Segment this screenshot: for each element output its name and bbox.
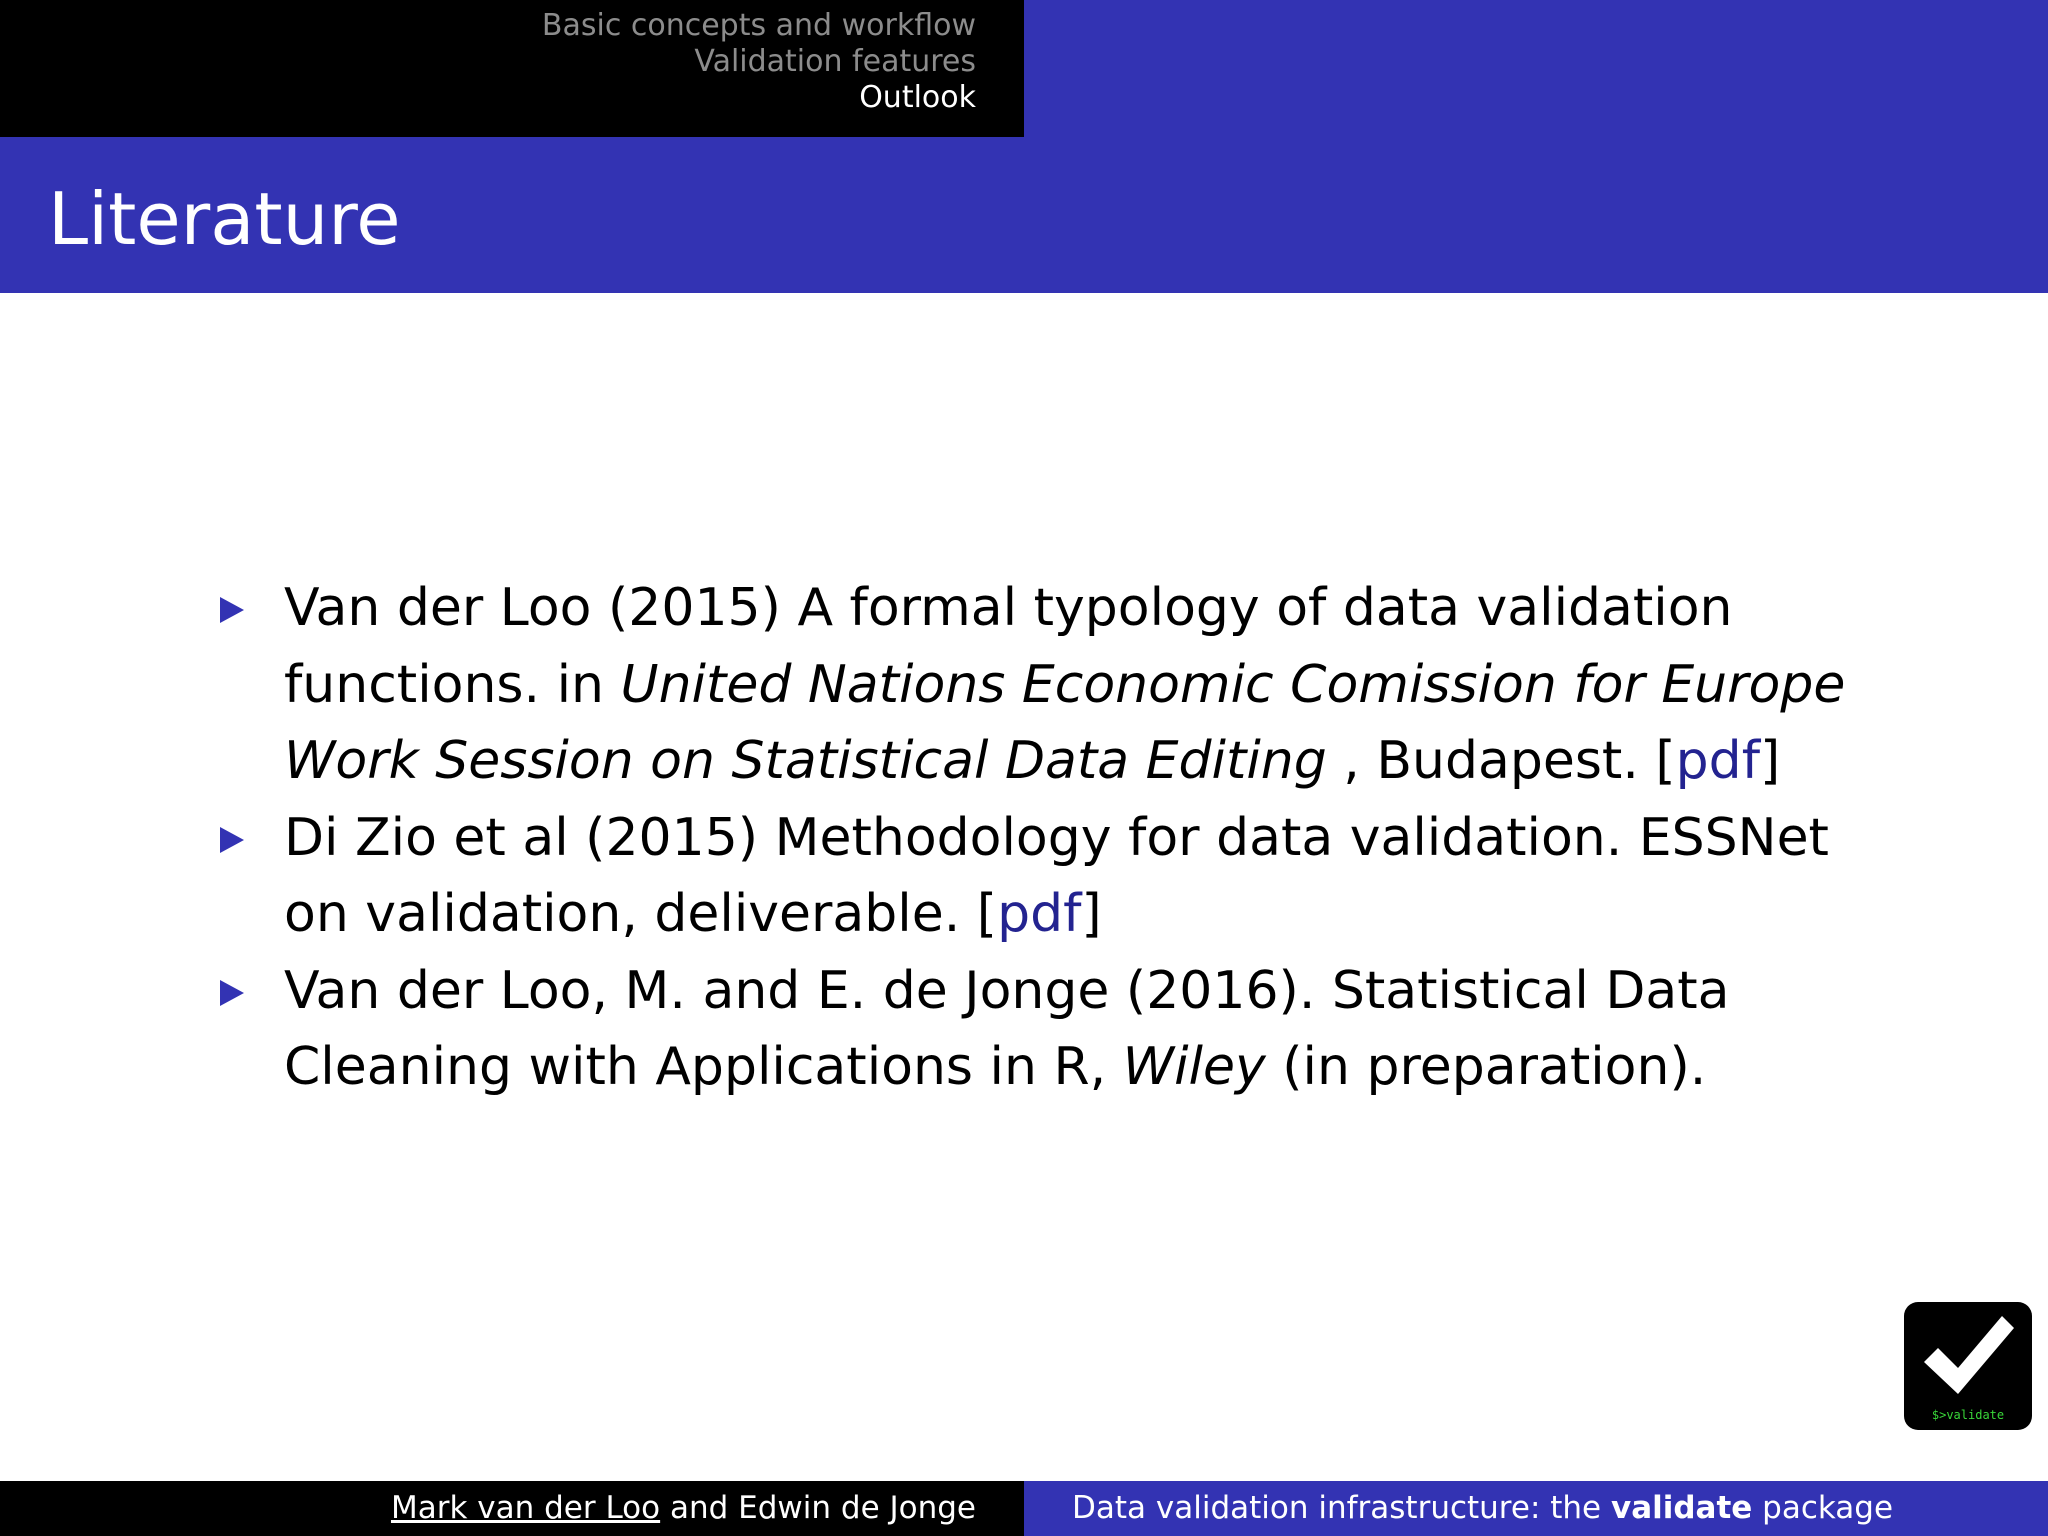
frame-title-bar [0, 137, 2048, 293]
checkmark-icon [1918, 1310, 2018, 1402]
reference-item: Di Zio et al (2015) Methodology for data validation. ESSNet on validation, deliverable. [pdf] [220, 800, 1880, 953]
frame-title: Literature [48, 177, 401, 261]
bullet-triangle-icon [220, 980, 244, 1006]
logo-caption: $>validate [1931, 1408, 2005, 1422]
pdf-link[interactable]: pdf [1675, 731, 1760, 791]
reference-list [220, 570, 1880, 1106]
nav-item-validation-features[interactable]: Validation features [694, 44, 976, 79]
section-nav [542, 8, 976, 116]
pdf-link[interactable]: pdf [997, 884, 1082, 944]
reference-publisher: Wiley [1122, 1037, 1266, 1097]
reference-venue: United Nations Economic Comission for Europe Work Session on Statistical Data Editing [284, 654, 1846, 791]
reference-item: Van der Loo (2015) A formal typology of data validation functions. in United Nations Economic Comission for Europe Work Session on Statistical Data Editing , Budapest. [pdf] [220, 570, 1880, 800]
bullet-triangle-icon [220, 597, 244, 623]
header-accent-panel [1024, 0, 2048, 137]
presenter-name[interactable]: Mark van der Loo [390, 1490, 661, 1526]
nav-item-basic-concepts[interactable]: Basic concepts and workflow [541, 8, 976, 43]
coauthor-name: Edwin de Jonge [738, 1490, 976, 1526]
footer-authors-panel [0, 1481, 1024, 1536]
footer-authors: Mark van der Loo and Edwin de Jonge [390, 1490, 976, 1526]
nav-item-outlook[interactable]: Outlook [859, 80, 976, 115]
bullet-triangle-icon [220, 827, 244, 853]
reference-item: Van der Loo, M. and E. de Jonge (2016). Statistical Data Cleaning with Applications in R, Wiley (in preparation). [220, 953, 1880, 1106]
footer-talk-title: Data validation infrastructure: the validate package [1072, 1490, 1894, 1526]
header-nav-panel [0, 0, 1024, 137]
footer-title-panel [1024, 1481, 2048, 1536]
validate-logo [1904, 1302, 2032, 1430]
